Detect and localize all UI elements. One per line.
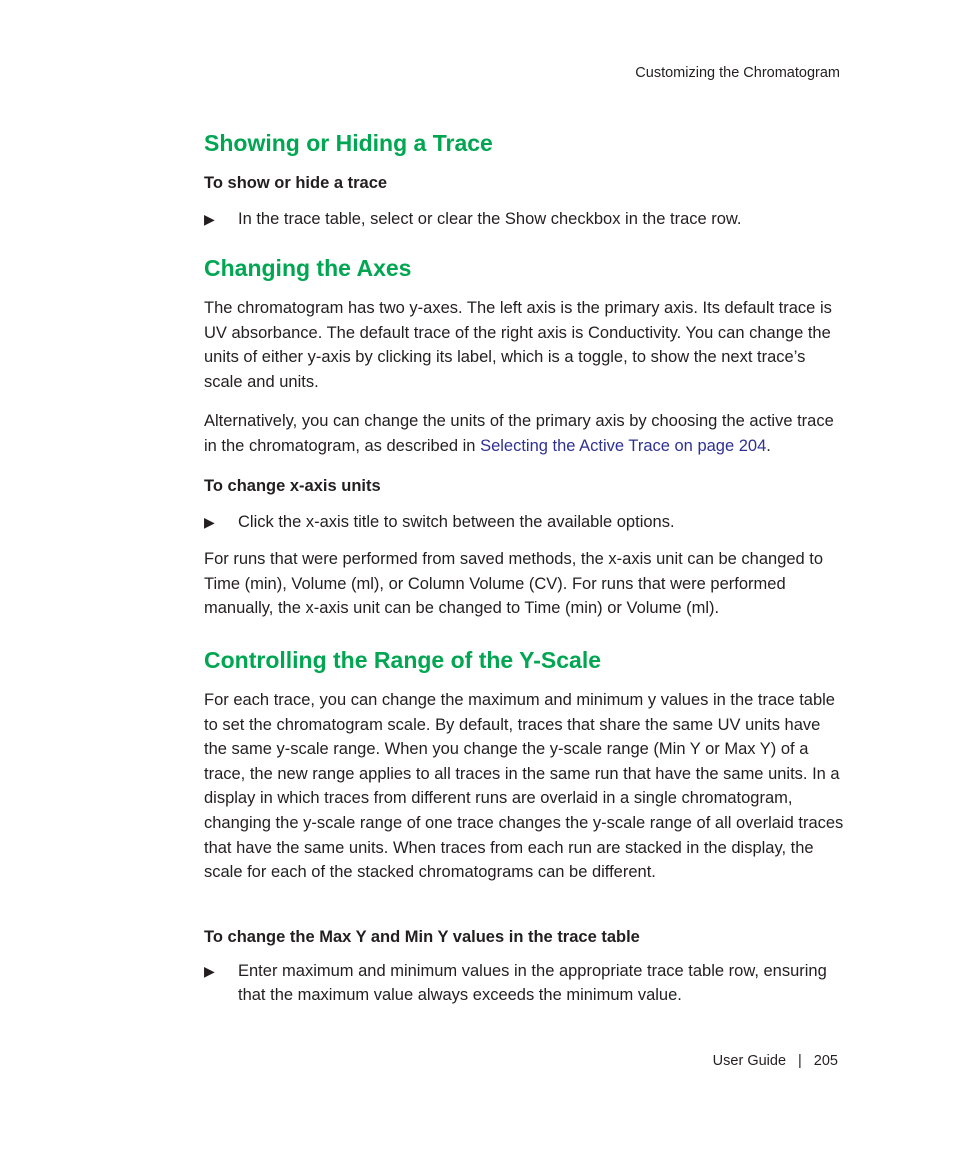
step-bullet-icon: ▶ [204, 211, 215, 227]
heading-controlling-yscale: Controlling the Range of the Y-Scale [204, 647, 602, 673]
step-show-hide [204, 208, 844, 232]
step-max-min-y [204, 960, 844, 1007]
step-text: Enter maximum and minimum values in the appropriate trace table row, ensuring that the maximum value always exceeds the minimum value. [238, 962, 827, 1004]
paragraph-axes-1: The chromatogram has two y-axes. The left axis is the primary axis. Its default trace is UV absorbance. The default trace of the right axis is Conductivity. You can change the units of either y-axis by clicking its label, which is a toggle, to show the next trace’s scale and units. [204, 299, 832, 391]
paragraph-axes-2-text: Alternatively, you can change the units of the primary axis by choosing the active trace in the chromatogram, as described in [204, 412, 834, 455]
procedure-title-x-axis: To change x-axis units [204, 477, 381, 495]
cross-reference-link[interactable]: Selecting the Active Trace on page 204 [480, 436, 767, 455]
heading-changing-axes: Changing the Axes [204, 255, 412, 281]
paragraph-axes-2-end: . [766, 436, 771, 455]
paragraph-axes-2 [204, 409, 844, 458]
procedure-title-show-hide: To show or hide a trace [204, 174, 388, 192]
footer-separator: | [798, 1053, 802, 1069]
step-x-axis [204, 511, 844, 535]
page-footer [713, 1052, 838, 1070]
procedure-title-max-min-y: To change the Max Y and Min Y values in the trace table [204, 928, 640, 946]
step-text: Click the x-axis title to switch between the available options. [238, 513, 675, 531]
paragraph-yscale-1: For each trace, you can change the maximum and minimum y values in the trace table to set the chromatogram scale. By default, traces that share the same UV units have the same y-scale range. When you change the y-scale range (Min Y or Max Y) of a trace, the new range applies to all traces in the same run that have the same units. In a display in which traces from different runs are overlaid in a single chromatogram, changing the y-scale range of one trace changes the y-scale range of all overlaid traces that have the same units. When traces from each run are stacked in the display, the scale for each of the stacked chromatograms can be different. [204, 691, 844, 882]
heading-showing-hiding-trace: Showing or Hiding a Trace [204, 130, 493, 156]
step-bullet-icon: ▶ [204, 963, 215, 979]
step-bullet-icon: ▶ [204, 514, 215, 530]
step-text: In the trace table, select or clear the Show checkbox in the trace row. [238, 210, 742, 228]
paragraph-axes-3: For runs that were performed from saved methods, the x-axis unit can be changed to Time (min), Volume (ml), or Column Volume (CV). For runs that were performed manually, the x-axis unit can be changed to Time (min) or Volume (ml). [204, 550, 824, 618]
footer-guide-label: User Guide [712, 1053, 787, 1069]
footer-page-number: 205 [813, 1053, 838, 1069]
running-head: Customizing the Chromatogram [635, 65, 840, 81]
